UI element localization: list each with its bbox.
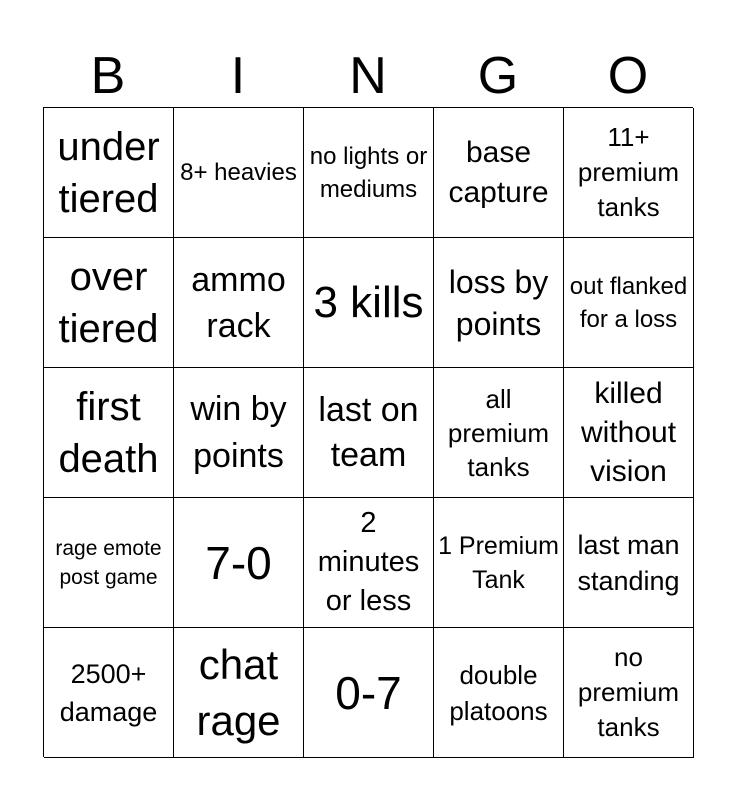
cell-text: no premium tanks <box>577 642 680 742</box>
header-letter-n: N <box>349 47 387 105</box>
bingo-cell[interactable] <box>44 108 174 238</box>
bingo-header <box>43 46 693 106</box>
bingo-cell[interactable] <box>564 498 694 628</box>
bingo-cell[interactable] <box>434 498 564 628</box>
cell-text: rage emote post game <box>55 536 162 589</box>
cell-text: 11+ premium tanks <box>577 122 680 222</box>
cell-text: 3 kills <box>313 277 424 327</box>
header-letter-g: G <box>477 47 519 105</box>
bingo-cell[interactable] <box>44 238 174 368</box>
cell-text: no lights or mediums <box>309 142 428 203</box>
cell-text: 8+ heavies <box>180 158 297 186</box>
bingo-cell[interactable] <box>434 108 564 238</box>
cell-text: 2500+ damage <box>59 658 158 727</box>
cell-text: ammo rack <box>191 260 286 345</box>
cell-text: 2 minutes or less <box>317 507 420 617</box>
cell-text: 1 Premium Tank <box>438 531 559 594</box>
bingo-cell[interactable] <box>304 368 434 498</box>
cell-text: base capture <box>448 135 549 209</box>
cell-text: out flanked for a loss <box>569 272 688 333</box>
bingo-cell[interactable] <box>434 628 564 758</box>
cell-text: all premium tanks <box>447 383 550 482</box>
bingo-cell[interactable] <box>44 498 174 628</box>
bingo-cell[interactable] <box>174 108 304 238</box>
cell-text: killed without vision <box>580 377 677 488</box>
bingo-cell[interactable] <box>304 628 434 758</box>
cell-text: loss by points <box>448 263 549 342</box>
cell-text: over tiered <box>58 254 159 351</box>
bingo-cell[interactable] <box>304 108 434 238</box>
cell-text: first death <box>58 384 159 481</box>
bingo-cell[interactable] <box>304 498 434 628</box>
bingo-cell[interactable] <box>174 368 304 498</box>
cell-text: under tiered <box>57 124 160 221</box>
cell-text: chat rage <box>196 640 281 744</box>
bingo-cell[interactable] <box>564 108 694 238</box>
header-letter-i: I <box>230 47 246 105</box>
bingo-card-grid <box>43 107 693 757</box>
cell-text: 7-0 <box>205 536 272 589</box>
cell-text: win by points <box>190 389 287 475</box>
bingo-cell[interactable] <box>564 628 694 758</box>
bingo-cell[interactable] <box>564 368 694 498</box>
bingo-cell[interactable] <box>434 238 564 368</box>
bingo-cell[interactable] <box>174 628 304 758</box>
header-letter-o: O <box>607 47 649 105</box>
cell-text: double platoons <box>449 659 548 726</box>
bingo-cell[interactable] <box>304 238 434 368</box>
bingo-cell[interactable] <box>174 238 304 368</box>
header-letter-b: B <box>90 47 126 105</box>
cell-text: 0-7 <box>335 666 402 719</box>
bingo-cell[interactable] <box>434 368 564 498</box>
cell-text: last on team <box>318 390 419 474</box>
bingo-cell[interactable] <box>44 628 174 758</box>
bingo-cell[interactable] <box>174 498 304 628</box>
bingo-cell[interactable] <box>564 238 694 368</box>
cell-text: last man standing <box>577 529 680 596</box>
bingo-cell[interactable] <box>44 368 174 498</box>
